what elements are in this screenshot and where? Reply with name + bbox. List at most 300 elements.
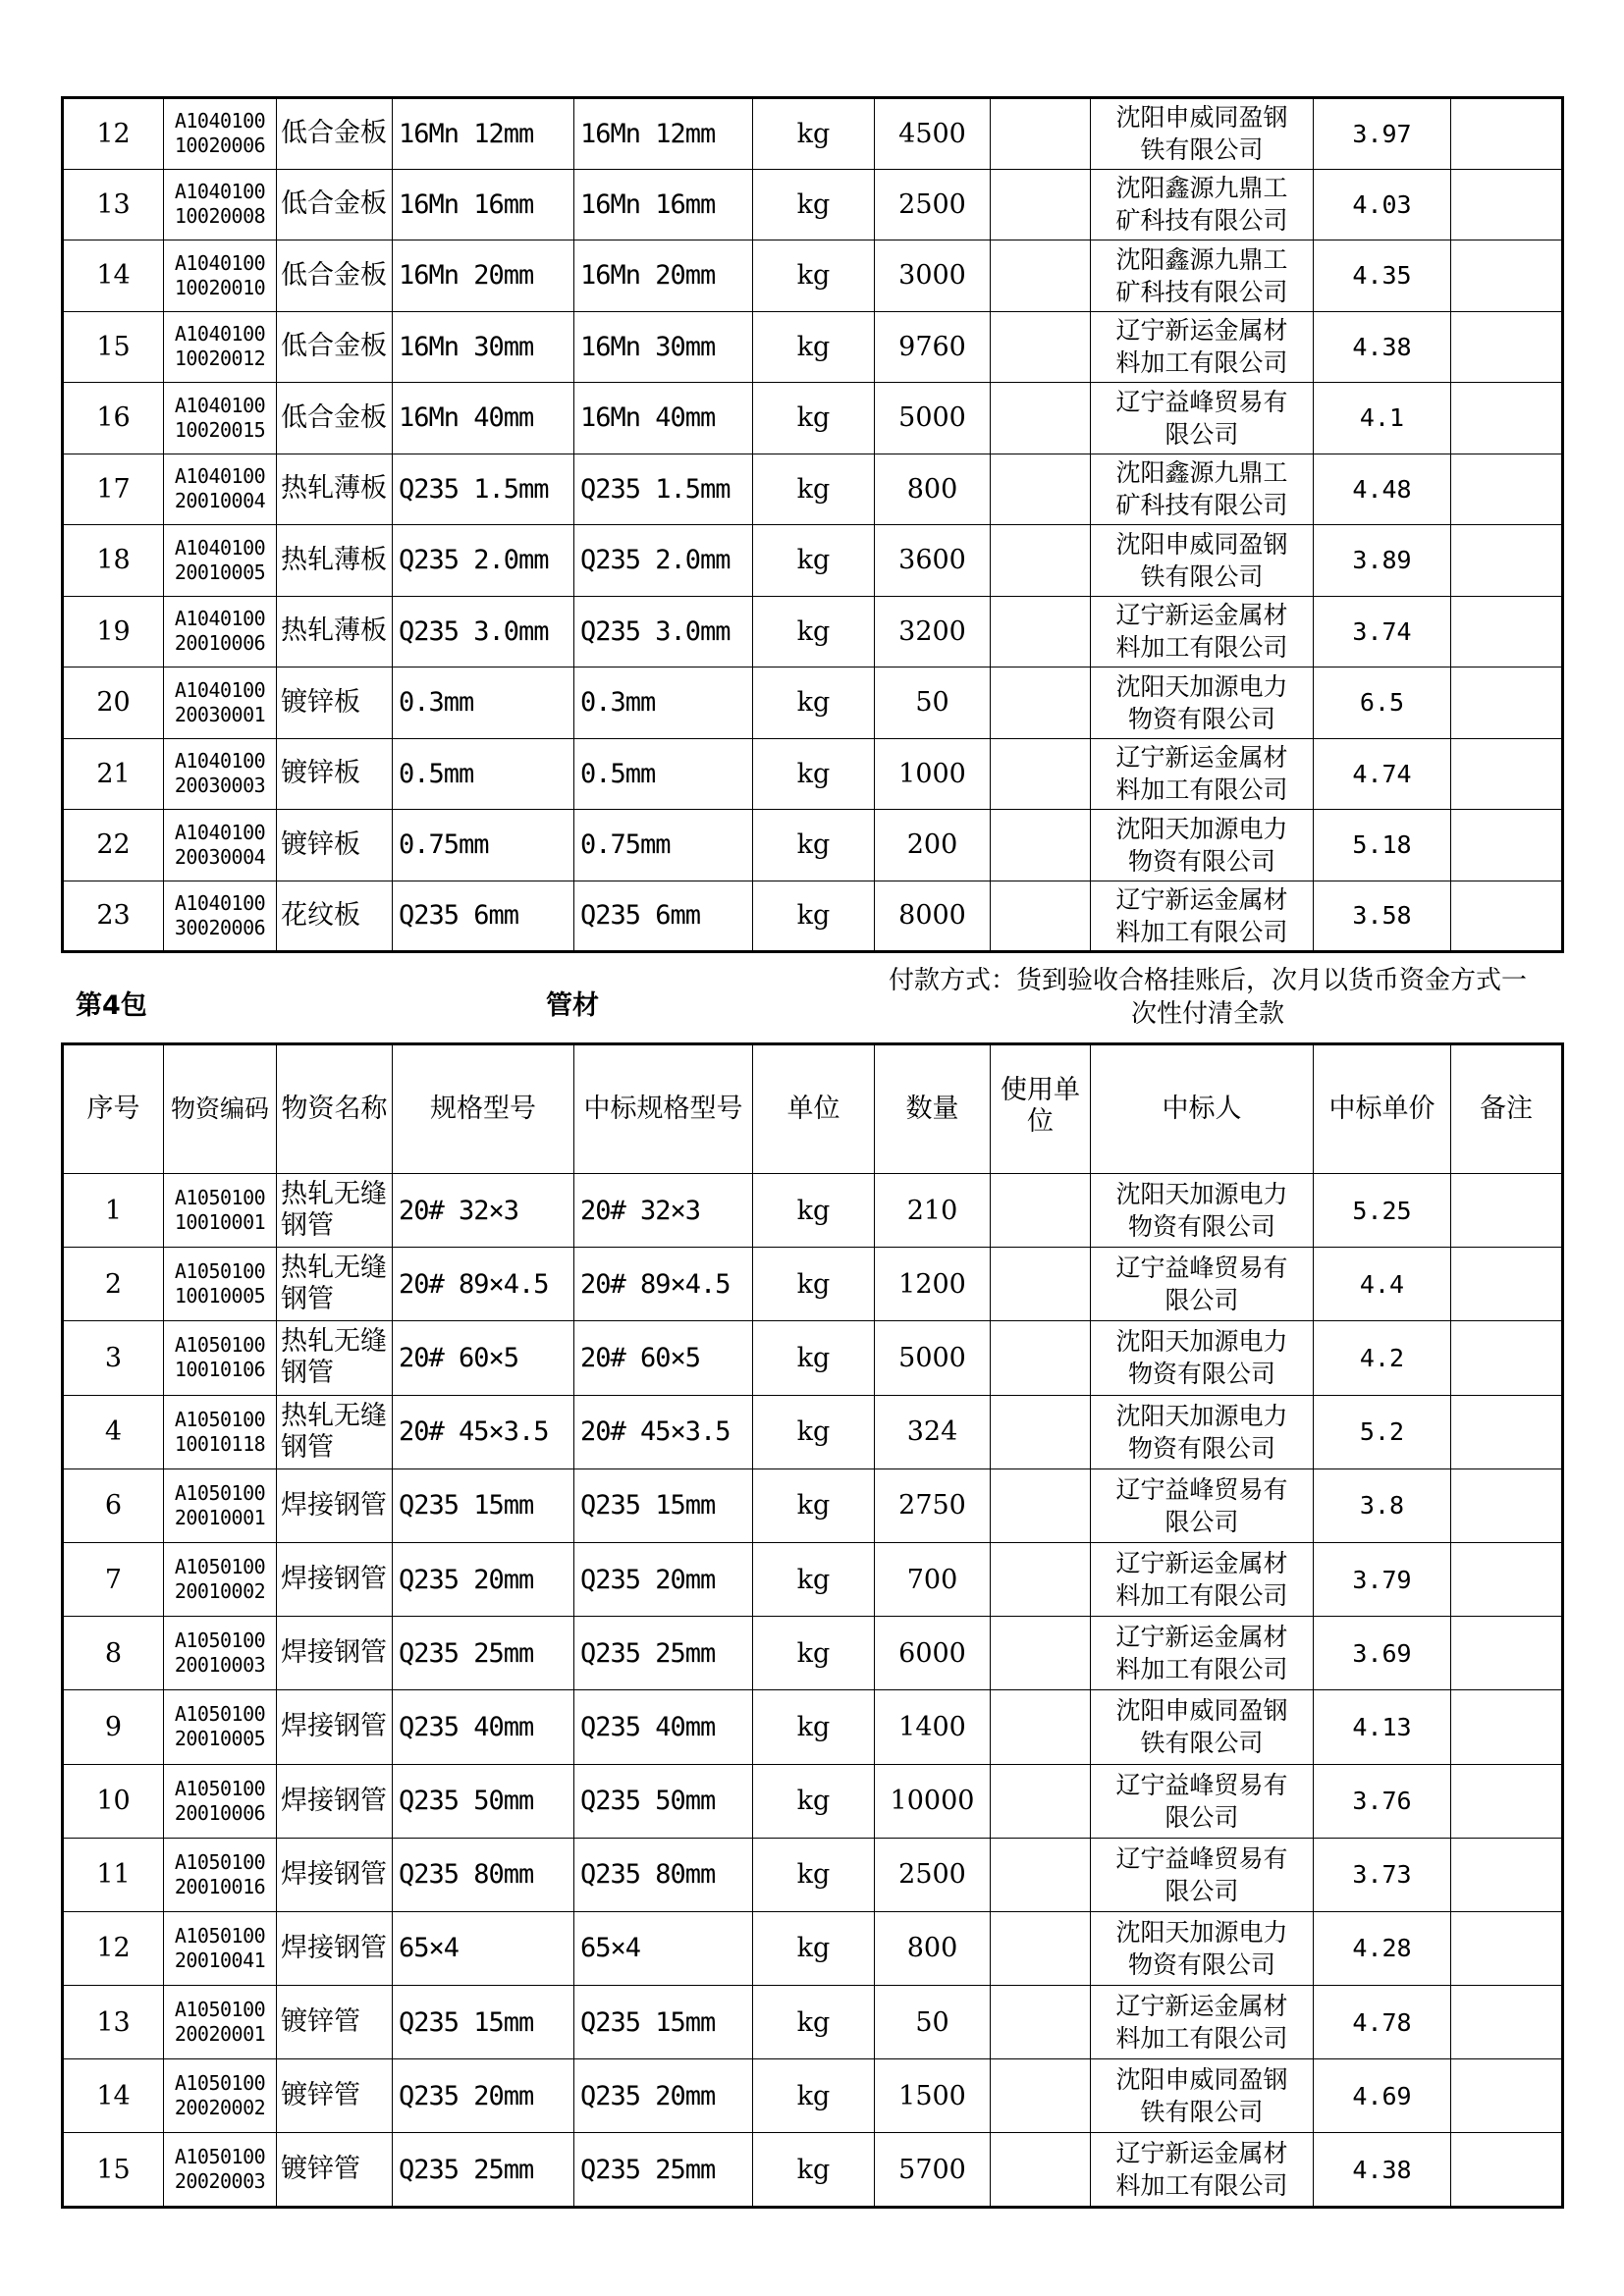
quantity-cell: 200: [875, 810, 991, 881]
unit-price-cell: 4.78: [1314, 1986, 1451, 2059]
user-unit-cell: [991, 1395, 1091, 1468]
unit-cell: kg: [753, 311, 875, 383]
quantity-cell: 700: [875, 1542, 991, 1616]
table-row: [63, 1321, 1563, 1395]
header-name: 物资名称: [277, 1044, 393, 1174]
material-code-line-2: 20020003: [174, 2169, 266, 2194]
material-name-cell: 镀锌板: [277, 738, 393, 810]
material-name-cell: [277, 1986, 393, 2059]
winner-line-1: 沈阳鑫源九鼎工: [1115, 244, 1288, 274]
bid-spec-cell: Q235 6mm: [574, 881, 753, 952]
bid-spec-cell: Q235 20mm: [574, 1542, 753, 1616]
header-no: 序号: [63, 1044, 164, 1174]
payment-terms-line-1: 付款方式：货到验收合格挂账后，次月以货币资金方式一: [888, 966, 1527, 995]
unit-cell: kg: [753, 240, 875, 312]
material-name-cell: 低合金板: [277, 169, 393, 240]
quantity-cell: 324: [875, 1395, 991, 1468]
quantity-cell: 1500: [875, 2059, 991, 2133]
material-code-cell: [164, 311, 277, 383]
note-cell: [1451, 1764, 1563, 1838]
unit-price-cell: 4.4: [1314, 1248, 1451, 1321]
unit-cell: kg: [753, 738, 875, 810]
winner-cell: [1091, 311, 1314, 383]
row-number-cell: 10: [63, 1764, 164, 1838]
winner-line-1: 辽宁新运金属材: [1115, 316, 1288, 346]
material-code-line-2: 20030003: [174, 774, 266, 798]
user-unit-cell: [991, 240, 1091, 312]
spec-cell: Q235 3.0mm: [393, 596, 574, 667]
user-unit-cell: [991, 1986, 1091, 2059]
unit-price-cell: 5.18: [1314, 810, 1451, 881]
winner-line-1: 沈阳天加源电力: [1115, 671, 1288, 701]
material-code-line-1: A1040100: [174, 535, 266, 560]
spec-cell: Q235 1.5mm: [393, 454, 574, 525]
row-number-cell: 9: [63, 1690, 164, 1764]
user-unit-cell: [991, 2059, 1091, 2133]
winner-cell: [1091, 810, 1314, 881]
unit-price-cell: 4.1: [1314, 383, 1451, 454]
winner-line-2: 物资有限公司: [1127, 1433, 1275, 1463]
winner-cell: [1091, 1690, 1314, 1764]
winner-line-2: 矿科技有限公司: [1115, 277, 1288, 306]
material-code-line-2: 20010006: [174, 631, 266, 656]
material-name-line-1: 焊接钢管: [281, 1932, 387, 1963]
spec-cell: 16Mn 12mm: [393, 98, 574, 170]
quantity-cell: 2500: [875, 1838, 991, 1911]
material-code-cell: [164, 98, 277, 170]
unit-price-cell: 3.76: [1314, 1764, 1451, 1838]
winner-line-1: 沈阳申威同盈钢: [1115, 1696, 1288, 1726]
material-name-line-1: 热轧无缝: [281, 1179, 387, 1210]
winner-line-2: 限公司: [1164, 419, 1239, 449]
winner-cell: [1091, 1542, 1314, 1616]
material-name-line-2: 钢管: [281, 1431, 334, 1463]
material-code-line-1: A1050100: [174, 1998, 266, 2022]
winner-line-2: 料加工有限公司: [1115, 917, 1288, 946]
note-cell: [1451, 1321, 1563, 1395]
material-code-line-1: A1050100: [174, 1702, 266, 1727]
row-number-cell: 15: [63, 2133, 164, 2207]
row-number-cell: 20: [63, 667, 164, 739]
material-code-line-2: 10010106: [174, 1358, 266, 1382]
payment-terms-line-2: 次性付清全款: [1130, 999, 1284, 1029]
note-cell: [1451, 1542, 1563, 1616]
material-name-cell: 低合金板: [277, 311, 393, 383]
note-cell: [1451, 98, 1563, 170]
note-cell: [1451, 1617, 1563, 1690]
note-cell: [1451, 881, 1563, 952]
bid-spec-cell: Q235 15mm: [574, 1468, 753, 1542]
material-name-cell: [277, 1764, 393, 1838]
header-qty: 数量: [875, 1044, 991, 1174]
header-winner: 中标人: [1091, 1044, 1314, 1174]
material-name-line-1: 焊接钢管: [281, 1711, 387, 1742]
material-code-cell: [164, 1542, 277, 1616]
unit-price-cell: 3.73: [1314, 1838, 1451, 1911]
bid-spec-cell: 65×4: [574, 1911, 753, 1985]
row-number-cell: 13: [63, 1986, 164, 2059]
note-cell: [1451, 738, 1563, 810]
unit-price-cell: 6.5: [1314, 667, 1451, 739]
spec-cell: 20# 89×4.5: [393, 1248, 574, 1321]
material-name-line-1: 焊接钢管: [281, 1858, 387, 1890]
winner-line-2: 料加工有限公司: [1115, 1581, 1288, 1611]
material-code-line-2: 10020008: [174, 204, 266, 229]
material-code-line-1: A1040100: [174, 820, 266, 844]
table-row: [63, 2133, 1563, 2207]
user-unit-cell: [991, 383, 1091, 454]
material-name-cell: [277, 1542, 393, 1616]
quantity-cell: 8000: [875, 881, 991, 952]
material-code-line-2: 20020001: [174, 2022, 266, 2047]
user-unit-cell: [991, 525, 1091, 597]
winner-line-1: 辽宁新运金属材: [1115, 1992, 1288, 2021]
spec-cell: Q235 20mm: [393, 2059, 574, 2133]
row-number-cell: 14: [63, 240, 164, 312]
unit-cell: kg: [753, 1986, 875, 2059]
table-row: [63, 1174, 1563, 1248]
winner-line-1: 沈阳申威同盈钢: [1115, 529, 1288, 559]
user-unit-cell: [991, 98, 1091, 170]
winner-cell: [1091, 2059, 1314, 2133]
material-code-line-2: 30020006: [174, 915, 266, 939]
user-unit-cell: [991, 454, 1091, 525]
material-name-line-1: 焊接钢管: [281, 1564, 387, 1595]
winner-cell: [1091, 1321, 1314, 1395]
material-code-cell: [164, 1395, 277, 1468]
quantity-cell: 5000: [875, 1321, 991, 1395]
winner-cell: [1091, 1617, 1314, 1690]
material-name-cell: 镀锌板: [277, 810, 393, 881]
winner-line-1: 辽宁益峰贸易有: [1115, 1474, 1288, 1504]
note-cell: [1451, 1690, 1563, 1764]
material-code-line-2: 10020015: [174, 417, 266, 442]
row-number-cell: 8: [63, 1617, 164, 1690]
row-number-cell: 3: [63, 1321, 164, 1395]
spec-cell: Q235 6mm: [393, 881, 574, 952]
package-category-label: 管材: [546, 990, 599, 1021]
winner-line-2: 铁有限公司: [1140, 1729, 1264, 1758]
winner-line-1: 辽宁益峰贸易有: [1115, 1843, 1288, 1873]
winner-line-2: 料加工有限公司: [1115, 2171, 1288, 2201]
note-cell: [1451, 596, 1563, 667]
row-number-cell: 16: [63, 383, 164, 454]
material-name-cell: [277, 1174, 393, 1248]
unit-price-cell: 3.89: [1314, 525, 1451, 597]
row-number-cell: 13: [63, 169, 164, 240]
material-code-cell: [164, 2059, 277, 2133]
unit-cell: kg: [753, 1542, 875, 1616]
material-code-cell: [164, 738, 277, 810]
quantity-cell: 1000: [875, 738, 991, 810]
material-name-cell: 热轧薄板: [277, 454, 393, 525]
table-row: [63, 881, 1563, 952]
bid-spec-cell: Q235 25mm: [574, 2133, 753, 2207]
user-unit-cell: [991, 169, 1091, 240]
note-cell: [1451, 169, 1563, 240]
material-name-cell: 热轧薄板: [277, 596, 393, 667]
material-code-line-1: A1050100: [174, 1555, 266, 1579]
user-unit-cell: [991, 1764, 1091, 1838]
winner-cell: [1091, 738, 1314, 810]
user-unit-cell: [991, 881, 1091, 952]
material-name-cell: [277, 2133, 393, 2207]
material-name-line-1: 热轧无缝: [281, 1326, 387, 1358]
material-name-line-1: 热轧无缝: [281, 1253, 387, 1284]
winner-line-2: 矿科技有限公司: [1115, 206, 1288, 236]
spec-cell: Q235 25mm: [393, 2133, 574, 2207]
bid-spec-cell: 16Mn 40mm: [574, 383, 753, 454]
note-cell: [1451, 383, 1563, 454]
bid-spec-cell: Q235 40mm: [574, 1690, 753, 1764]
unit-cell: kg: [753, 1248, 875, 1321]
header-user-unit-line-1: 使用单: [1001, 1075, 1080, 1105]
material-code-line-2: 10020006: [174, 133, 266, 158]
winner-cell: [1091, 1248, 1314, 1321]
material-name-cell: 热轧薄板: [277, 525, 393, 597]
spec-cell: 65×4: [393, 1911, 574, 1985]
unit-price-cell: 4.48: [1314, 454, 1451, 525]
bid-spec-cell: Q235 20mm: [574, 2059, 753, 2133]
unit-cell: kg: [753, 383, 875, 454]
material-name-line-1: 镀锌管: [281, 2080, 360, 2111]
unit-cell: kg: [753, 1838, 875, 1911]
header-spec: 规格型号: [393, 1044, 574, 1174]
spec-cell: Q235 20mm: [393, 1542, 574, 1616]
unit-cell: kg: [753, 881, 875, 952]
table-row: [63, 1395, 1563, 1468]
spec-cell: 16Mn 30mm: [393, 311, 574, 383]
row-number-cell: 21: [63, 738, 164, 810]
user-unit-cell: [991, 1248, 1091, 1321]
unit-cell: kg: [753, 454, 875, 525]
table-row: [63, 1911, 1563, 1985]
material-code-cell: [164, 1911, 277, 1985]
table-row: [63, 1617, 1563, 1690]
winner-line-2: 铁有限公司: [1140, 561, 1264, 591]
winner-cell: [1091, 1986, 1314, 2059]
winner-line-1: 沈阳天加源电力: [1115, 814, 1288, 843]
unit-cell: kg: [753, 1321, 875, 1395]
material-code-line-1: A1040100: [174, 109, 266, 133]
material-code-cell: [164, 596, 277, 667]
table-row: [63, 454, 1563, 525]
winner-line-2: 限公司: [1164, 1876, 1239, 1905]
user-unit-cell: [991, 2133, 1091, 2207]
winner-line-1: 沈阳鑫源九鼎工: [1115, 174, 1288, 203]
user-unit-cell: [991, 1617, 1091, 1690]
quantity-cell: 1400: [875, 1690, 991, 1764]
bid-spec-cell: 16Mn 16mm: [574, 169, 753, 240]
unit-price-cell: 4.2: [1314, 1321, 1451, 1395]
header-code: 物资编码: [164, 1044, 277, 1174]
material-name-line-1: 镀锌管: [281, 2006, 360, 2038]
table-row: [63, 2059, 1563, 2133]
note-cell: [1451, 1248, 1563, 1321]
unit-price-cell: 4.28: [1314, 1911, 1451, 1985]
unit-price-cell: 4.38: [1314, 2133, 1451, 2207]
material-name-line-1: 焊接钢管: [281, 1785, 387, 1816]
material-code-cell: [164, 525, 277, 597]
winner-line-1: 沈阳天加源电力: [1115, 1917, 1288, 1947]
note-cell: [1451, 1174, 1563, 1248]
unit-price-cell: 3.74: [1314, 596, 1451, 667]
table-row: [63, 1764, 1563, 1838]
material-code-cell: [164, 810, 277, 881]
material-code-line-2: 20030004: [174, 844, 266, 869]
note-cell: [1451, 454, 1563, 525]
quantity-cell: 50: [875, 1986, 991, 2059]
winner-line-2: 物资有限公司: [1127, 1360, 1275, 1389]
bid-spec-cell: Q235 50mm: [574, 1764, 753, 1838]
quantity-cell: 2750: [875, 1468, 991, 1542]
spec-cell: 16Mn 20mm: [393, 240, 574, 312]
table-row: [63, 1986, 1563, 2059]
material-code-line-1: A1050100: [174, 1259, 266, 1284]
material-name-cell: [277, 1395, 393, 1468]
header-user-unit-line-2: 位: [1027, 1106, 1054, 1137]
quantity-cell: 5700: [875, 2133, 991, 2207]
material-code-line-1: A1040100: [174, 890, 266, 915]
table-row: [63, 1468, 1563, 1542]
material-name-cell: [277, 2059, 393, 2133]
unit-cell: kg: [753, 525, 875, 597]
note-cell: [1451, 2059, 1563, 2133]
material-code-cell: [164, 2133, 277, 2207]
material-code-line-1: A1050100: [174, 1849, 266, 1874]
unit-price-cell: 4.35: [1314, 240, 1451, 312]
material-name-line-2: 钢管: [281, 1210, 334, 1242]
spec-cell: Q235 25mm: [393, 1617, 574, 1690]
spec-cell: 16Mn 40mm: [393, 383, 574, 454]
table-row: [63, 738, 1563, 810]
material-code-line-1: A1040100: [174, 749, 266, 774]
spec-cell: 20# 60×5: [393, 1321, 574, 1395]
winner-line-1: 辽宁益峰贸易有: [1115, 387, 1288, 416]
winner-line-1: 沈阳申威同盈钢: [1115, 103, 1288, 133]
quantity-cell: 9760: [875, 311, 991, 383]
row-number-cell: 19: [63, 596, 164, 667]
material-code-line-2: 20010003: [174, 1653, 266, 1678]
material-code-line-2: 10010005: [174, 1284, 266, 1308]
row-number-cell: 12: [63, 98, 164, 170]
material-code-line-1: A1050100: [174, 1629, 266, 1653]
material-name-cell: 花纹板: [277, 881, 393, 952]
user-unit-cell: [991, 1174, 1091, 1248]
material-code-line-1: A1050100: [174, 1480, 266, 1505]
unit-cell: kg: [753, 1764, 875, 1838]
bid-spec-cell: 20# 32×3: [574, 1174, 753, 1248]
material-code-cell: [164, 1468, 277, 1542]
winner-line-1: 沈阳天加源电力: [1115, 1327, 1288, 1357]
note-cell: [1451, 1468, 1563, 1542]
material-code-line-1: A1050100: [174, 1776, 266, 1800]
winner-cell: [1091, 383, 1314, 454]
material-code-line-2: 20010016: [174, 1874, 266, 1898]
material-code-cell: [164, 881, 277, 952]
winner-line-1: 辽宁新运金属材: [1115, 884, 1288, 914]
material-name-line-2: 钢管: [281, 1358, 334, 1389]
note-cell: [1451, 1838, 1563, 1911]
winner-line-1: 沈阳天加源电力: [1115, 1401, 1288, 1430]
row-number-cell: 1: [63, 1174, 164, 1248]
unit-price-cell: 4.03: [1314, 169, 1451, 240]
material-code-cell: [164, 1617, 277, 1690]
winner-cell: [1091, 1764, 1314, 1838]
unit-cell: kg: [753, 1395, 875, 1468]
bid-spec-cell: 0.75mm: [574, 810, 753, 881]
row-number-cell: 17: [63, 454, 164, 525]
quantity-cell: 10000: [875, 1764, 991, 1838]
note-cell: [1451, 311, 1563, 383]
winner-cell: [1091, 2133, 1314, 2207]
bid-spec-cell: 16Mn 30mm: [574, 311, 753, 383]
table-row: [63, 240, 1563, 312]
winner-line-2: 物资有限公司: [1127, 1949, 1275, 1979]
winner-cell: [1091, 98, 1314, 170]
row-number-cell: 23: [63, 881, 164, 952]
material-code-cell: [164, 1321, 277, 1395]
material-code-line-2: 20020002: [174, 2096, 266, 2120]
winner-line-1: 辽宁新运金属材: [1115, 1623, 1288, 1652]
material-code-line-1: A1040100: [174, 677, 266, 702]
row-number-cell: 12: [63, 1911, 164, 1985]
material-name-line-1: 焊接钢管: [281, 1489, 387, 1521]
unit-cell: kg: [753, 2059, 875, 2133]
unit-price-cell: 4.38: [1314, 311, 1451, 383]
user-unit-cell: [991, 1321, 1091, 1395]
unit-cell: kg: [753, 1174, 875, 1248]
user-unit-cell: [991, 311, 1091, 383]
note-cell: [1451, 240, 1563, 312]
row-number-cell: 7: [63, 1542, 164, 1616]
table-row: [63, 1248, 1563, 1321]
winner-line-2: 料加工有限公司: [1115, 2024, 1288, 2054]
winner-cell: [1091, 881, 1314, 952]
winner-line-1: 辽宁新运金属材: [1115, 743, 1288, 773]
table-row: [63, 311, 1563, 383]
material-code-line-2: 10020010: [174, 275, 266, 299]
spec-cell: 0.5mm: [393, 738, 574, 810]
material-code-cell: [164, 383, 277, 454]
material-code-line-1: A1050100: [174, 1186, 266, 1210]
material-code-cell: [164, 1764, 277, 1838]
row-number-cell: 6: [63, 1468, 164, 1542]
row-number-cell: 2: [63, 1248, 164, 1321]
unit-price-cell: 5.2: [1314, 1395, 1451, 1468]
spec-cell: 20# 45×3.5: [393, 1395, 574, 1468]
material-name-cell: 低合金板: [277, 98, 393, 170]
material-code-line-2: 20010006: [174, 1800, 266, 1825]
unit-cell: kg: [753, 98, 875, 170]
material-code-line-2: 10020012: [174, 347, 266, 371]
unit-cell: kg: [753, 1690, 875, 1764]
table-row: [63, 667, 1563, 739]
winner-cell: [1091, 1911, 1314, 1985]
winner-line-2: 料加工有限公司: [1115, 775, 1288, 805]
winner-cell: [1091, 169, 1314, 240]
winner-line-2: 料加工有限公司: [1115, 633, 1288, 663]
unit-price-cell: 4.13: [1314, 1690, 1451, 1764]
row-number-cell: 11: [63, 1838, 164, 1911]
winner-line-1: 沈阳鑫源九鼎工: [1115, 458, 1288, 488]
bid-spec-cell: Q235 1.5mm: [574, 454, 753, 525]
user-unit-cell: [991, 810, 1091, 881]
header-bid-spec: 中标规格型号: [574, 1044, 753, 1174]
quantity-cell: 5000: [875, 383, 991, 454]
bid-spec-cell: Q235 2.0mm: [574, 525, 753, 597]
payment-terms: [854, 964, 1561, 1031]
